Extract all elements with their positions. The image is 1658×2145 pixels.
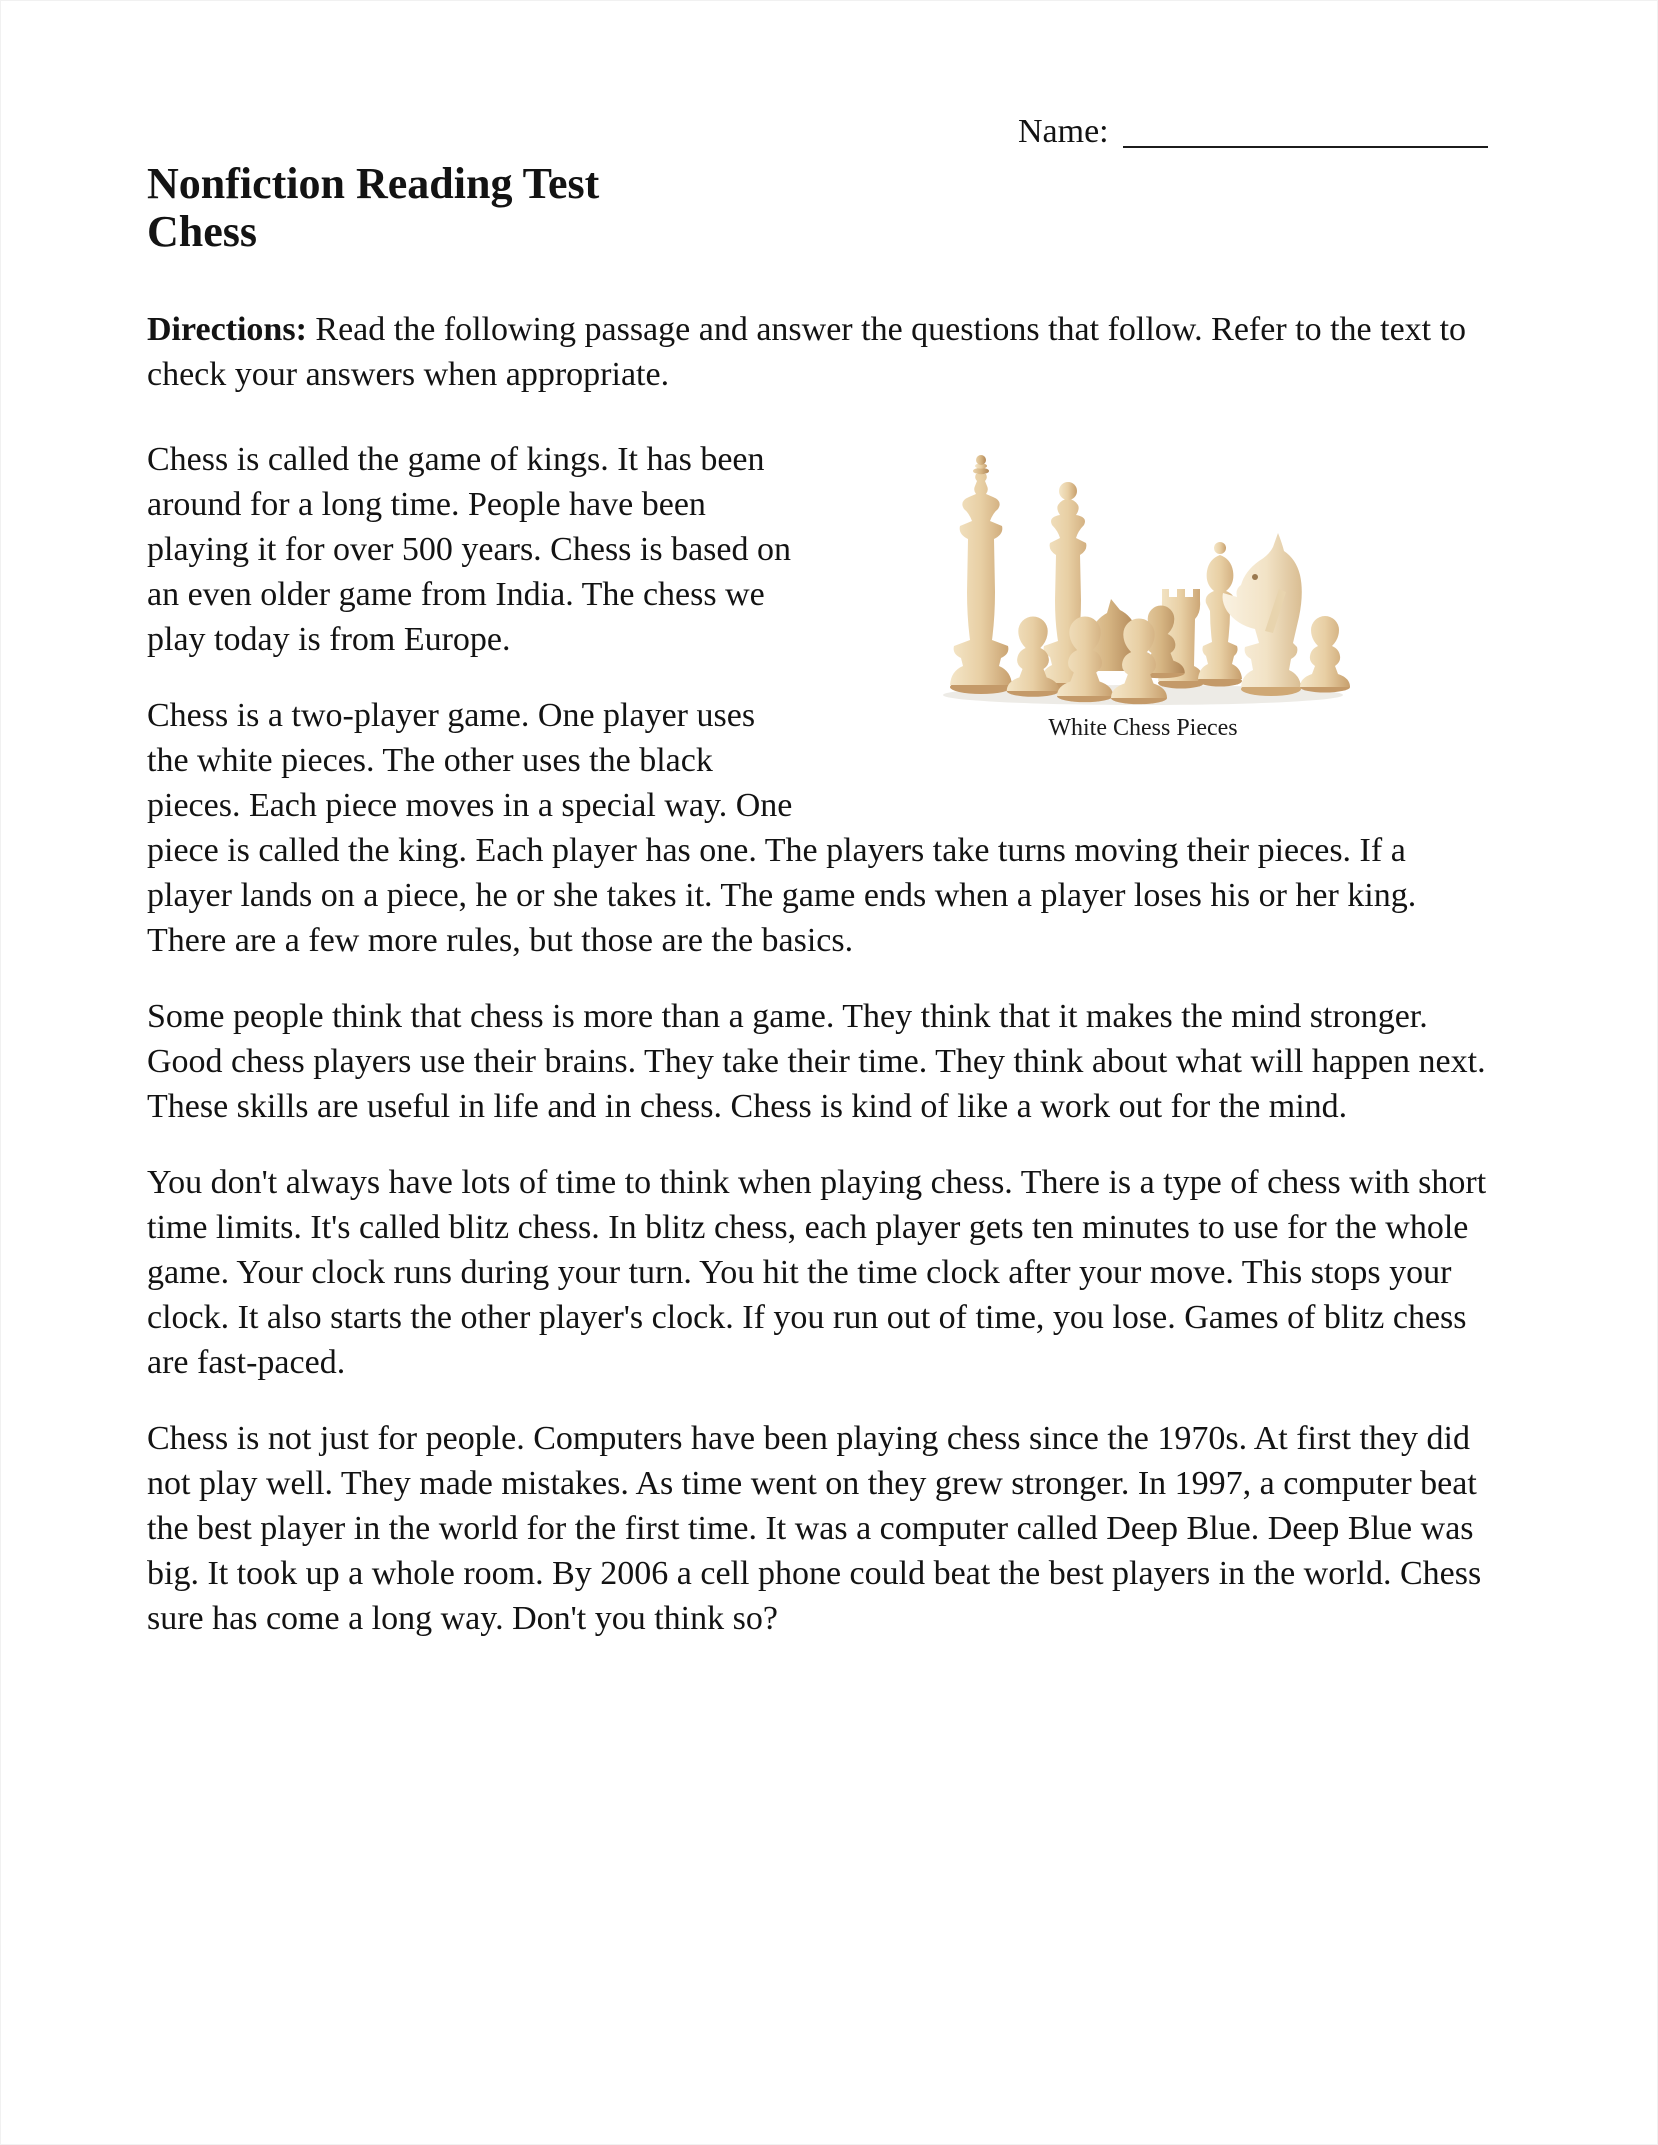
title-line-2: Chess xyxy=(147,207,258,256)
name-row xyxy=(1018,112,1488,152)
title-line-1: Nonfiction Reading Test xyxy=(147,159,600,208)
name-label: Name: xyxy=(1018,113,1109,150)
page-title xyxy=(147,160,1493,256)
pawn-piece-icon xyxy=(1300,616,1350,693)
king-piece-icon xyxy=(950,455,1012,694)
passage xyxy=(147,437,1493,1641)
passage-paragraph-2: Chess is a two-player game. One player uses the white pieces. The other uses the black pieces. Each piece moves in a special way. One piece is called the king. Each player has one. The players take turns moving their pieces. If a player lands on a piece, he or she takes it. The game ends when a player loses his or her king. There are a few more rules, but those are the basics. xyxy=(147,697,1417,959)
chess-pieces-figure xyxy=(793,437,1493,813)
white-chess-pieces-image xyxy=(933,443,1353,709)
passage-paragraph-5: Chess is not just for people. Computers have been playing chess since the 1970s. At first they did not play well. They made mistakes. As time went on they grew stronger. In 1997, a computer beat the best player in the world for the first time. It was a computer called Deep Blue. Deep Blue was big. It took up a whole room. By 2006 a cell phone could beat the best players in the world. Chess sure has come a long way. Don't you think so? xyxy=(147,1420,1482,1637)
passage-paragraph-4: You don't always have lots of time to think when playing chess. There is a type of chess with short time limits. It's called blitz chess. In blitz chess, each player gets ten minutes to use for the whole game. Your clock runs during your turn. You hit the time clock after your move. This stops your clock. It also starts the other player's clock. If you run out of time, you lose. Games of blitz chess are fast-paced. xyxy=(147,1164,1487,1381)
passage-paragraph-1: Chess is called the game of kings. It has been around for a long time. People have been playing it for over 500 years. Chess is based on an even older game from India. The chess we play today is from Europe. xyxy=(147,441,791,658)
name-blank-line xyxy=(1123,146,1488,148)
passage-paragraph-3: Some people think that chess is more than a game. They think that it makes the mind stronger. Good chess players use their brains. They take their time. They think about what will happen next. These skills are useful in life and in chess. Chess is kind of like a work out for the mind. xyxy=(147,998,1486,1125)
directions-label: Directions: xyxy=(147,311,307,348)
directions xyxy=(147,307,1493,397)
figure-caption: White Chess Pieces xyxy=(1048,715,1238,741)
directions-text: Read the following passage and answer the questions that follow. Refer to the text to check your answers when appropriate. xyxy=(147,311,1467,393)
